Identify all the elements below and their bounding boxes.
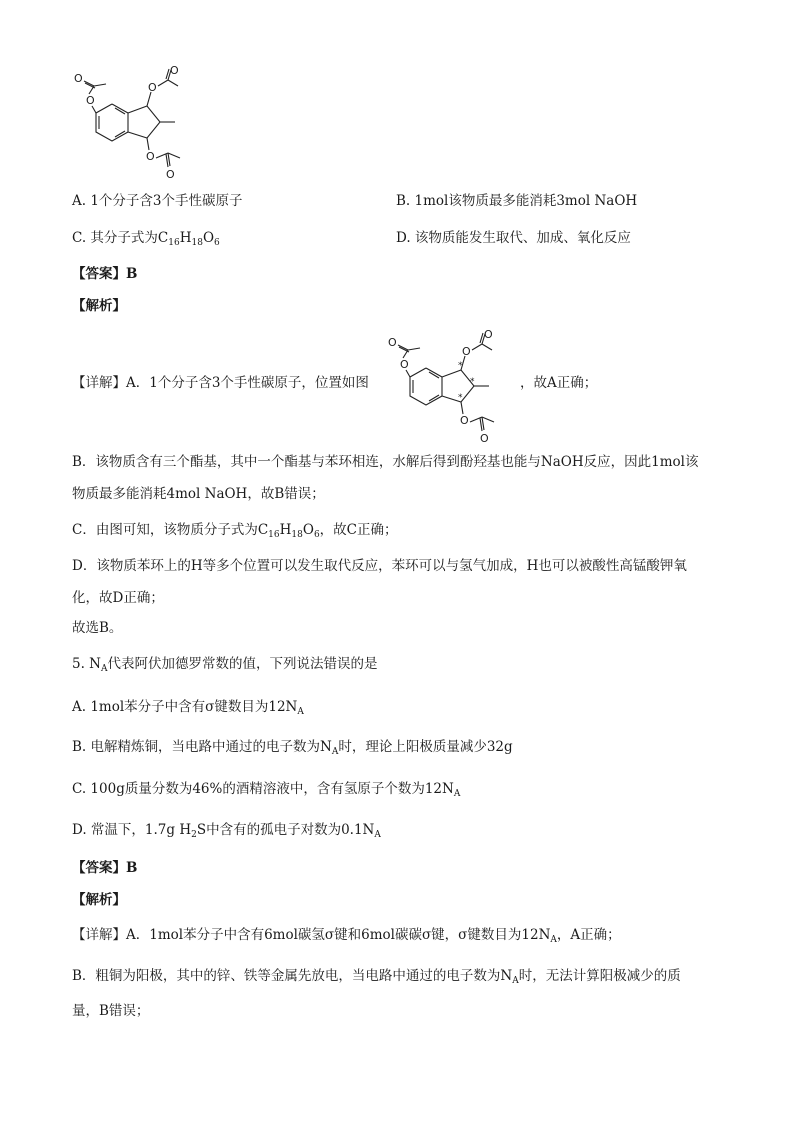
q4-detail-a-tail: ，故A正确； [520,375,598,391]
q5-option-d: D. 常温下，1.7g $H_2S$中含有的孤电子对数为$0.1N_A$ [72,822,381,840]
svg-text:O: O [480,432,489,445]
svg-text:O: O [86,94,95,107]
svg-text:O: O [462,345,471,358]
q4-option-d: D. 该物质能发生取代、加成、氧化反应 [396,230,631,246]
svg-text:O: O [460,414,469,427]
svg-text:O: O [400,358,409,371]
svg-text:O: O [74,72,83,85]
q4-option-c: C. 其分子式为$C_{16}H_{18}O_6$ [72,230,220,248]
q4-detail-a: 【详解】A．1个分子含3个手性碳原子，位置如图 [72,375,369,391]
molecule-structure-chiral [386,330,516,445]
svg-text:O: O [388,336,397,349]
svg-text:O: O [166,168,175,181]
svg-text:O: O [484,330,493,341]
chiral-mark-1: * [458,361,463,371]
q4-answer: 【答案】B [72,266,138,282]
molecule-structure-top [72,66,202,181]
q4-detail-d-1: D．该物质苯环上的H等多个位置可以发生取代反应，苯环可以与氢气加成，H也可以被酸性高锰酸钾氧 [72,558,687,574]
q5-stem: 5. $N_A$代表阿伏加德罗常数的值，下列说法错误的是 [72,656,378,674]
svg-text:O: O [170,66,179,77]
q5-detail-b-1: B．粗铜为阳极，其中的锌、铁等金属先放电，当电路中通过的电子数为$N_A$时，无法计算阳极减少的质 [72,968,681,986]
q4-conclusion: 故选B。 [72,620,123,636]
q4-option-a: A. 1个分子含3个手性碳原子 [72,193,243,209]
q4-analysis-label: 【解析】 [72,298,126,314]
q5-option-b: B. 电解精炼铜，当电路中通过的电子数为$N_A$时，理论上阳极质量减少32g [72,739,513,757]
svg-text:O: O [146,150,155,163]
q5-option-c: C. 100g质量分数为46%的酒精溶液中，含有氢原子个数为$12N_A$ [72,781,461,799]
oxygen-label: O [148,81,157,94]
q4-detail-b-1: B．该物质含有三个酯基，其中一个酯基与苯环相连，水解后得到酚羟基也能与NaOH反应，因此1mol该 [72,454,699,470]
q5-analysis-label: 【解析】 [72,892,126,908]
q5-detail-b-2: 量，B错误； [72,1003,150,1019]
q5-answer: 【答案】B [72,860,138,876]
q4-detail-b-2: 物质最多能消耗4mol NaOH，故B错误； [72,486,325,502]
chiral-mark-3: * [458,393,463,403]
q4-detail-c: C．由图可知，该物质分子式为$C_{16}H_{18}O_6$，故C正确； [72,522,398,540]
q5-option-a: A. 1mol苯分子中含有σ键数目为$12N_A$ [72,699,304,717]
q4-option-b: B. 1mol该物质最多能消耗3mol NaOH [396,193,638,209]
q4-detail-d-2: 化，故D正确； [72,590,164,606]
q5-detail-a: 【详解】A．1mol苯分子中含有6mol碳氢σ键和6mol碳碳σ键，σ键数目为$12N_A$，A正确； [72,927,621,945]
chiral-mark-2: * [470,377,475,387]
